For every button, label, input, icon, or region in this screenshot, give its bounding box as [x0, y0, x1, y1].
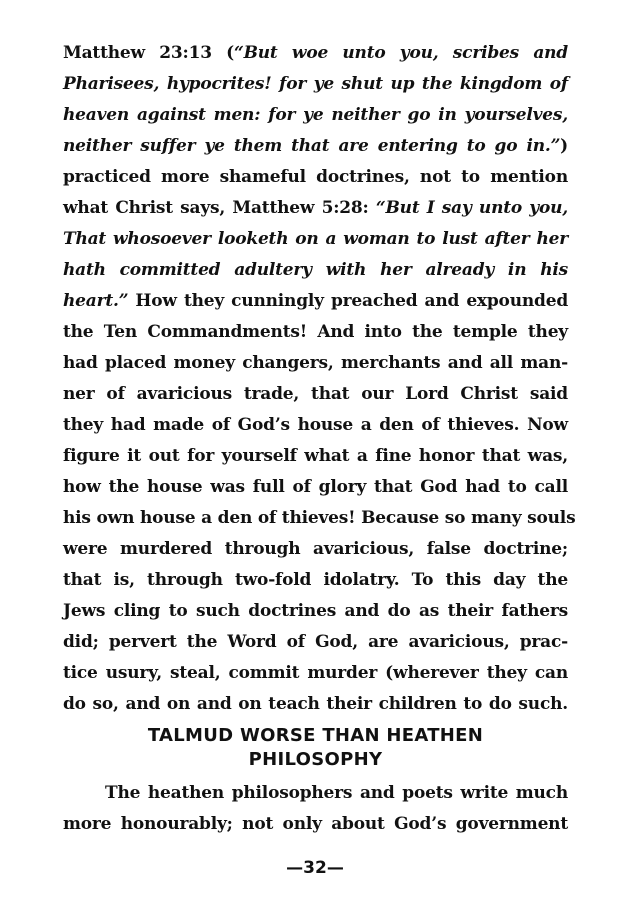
text-run: ner of avaricious trade, that our Lord Christ said	[63, 384, 568, 404]
text-line	[63, 100, 568, 131]
text-line	[63, 565, 568, 596]
text-run: the Ten Commandments! And into the temple they	[63, 322, 568, 342]
text-line	[63, 472, 568, 503]
text-line	[63, 503, 576, 534]
page-body	[63, 38, 576, 840]
text-run: figure it out for yourself what a fine honor that was,	[63, 446, 568, 466]
text-line	[63, 809, 568, 840]
section-heading-line-1: TALMUD WORSE THAN HEATHEN	[147, 725, 484, 746]
text-line	[63, 441, 568, 472]
text-run: his own house a den of thieves! Because so many souls	[63, 508, 576, 528]
text-run: that is, through two-fold idolatry. To this day the	[63, 570, 568, 590]
body-text	[63, 38, 576, 720]
text-run: how the house was full of glory that God had to call	[63, 477, 568, 497]
text-run: do so, and on and on teach their children to do such.	[63, 694, 568, 714]
text-run: had placed money changers, merchants and all man-	[63, 353, 568, 373]
text-line	[63, 689, 568, 720]
italic-text-run: hath committed adultery with her already in his	[63, 260, 568, 280]
text-line	[63, 69, 568, 100]
text-run: The heathen philosophers and poets write much	[105, 783, 568, 803]
text-line	[63, 255, 568, 286]
text-run: what Christ says, Matthew 5:28:	[63, 198, 376, 218]
text-run: )	[560, 136, 568, 156]
text-line	[63, 534, 568, 565]
text-run: practiced more shameful doctrines, not to mention	[63, 167, 568, 187]
text-line	[63, 658, 568, 689]
text-run: did; pervert the Word of God, are avaricious, prac-	[63, 632, 568, 652]
text-line	[63, 778, 568, 809]
text-line	[63, 38, 568, 69]
italic-text-run: heaven against men: for ye neither go in yourselves,	[63, 105, 568, 125]
text-line	[63, 596, 568, 627]
section-heading	[63, 724, 568, 772]
text-run: Jews cling to such doctrines and do as their fathers	[63, 601, 568, 621]
italic-text-run: Pharisees, hypocrites! for ye shut up the kingdom of	[63, 74, 568, 94]
text-line	[63, 379, 568, 410]
text-line	[63, 131, 568, 162]
text-run: they had made of God’s house a den of thieves. Now	[63, 415, 568, 435]
text-run: Matthew 23:13 (	[63, 43, 235, 63]
text-line	[63, 286, 568, 317]
text-line	[63, 162, 568, 193]
italic-text-run: “But I say unto you,	[375, 198, 569, 218]
italic-text-run: neither suffer ye them that are entering to go in.”	[63, 136, 561, 156]
text-run: were murdered through avaricious, false doctrine;	[63, 539, 568, 559]
italic-text-run: “But woe unto you, scribes and	[234, 43, 568, 63]
text-run: tice usury, steal, commit murder (wherever they can	[63, 663, 568, 683]
text-line	[63, 627, 568, 658]
text-line	[63, 348, 568, 379]
text-line	[63, 193, 568, 224]
text-line	[63, 317, 568, 348]
italic-text-run: heart.”	[63, 291, 129, 311]
text-run: How they cunningly preached and expounded	[128, 291, 568, 311]
text-run: more honourably; not only about God’s government	[63, 814, 568, 834]
text-line	[63, 410, 568, 441]
section-heading-line-2: PHILOSOPHY	[248, 749, 383, 770]
text-line	[63, 224, 568, 255]
italic-text-run: That whosoever looketh on a woman to lust after her	[63, 229, 568, 249]
section-body-text	[63, 778, 568, 840]
page-number: —32—	[286, 858, 344, 878]
